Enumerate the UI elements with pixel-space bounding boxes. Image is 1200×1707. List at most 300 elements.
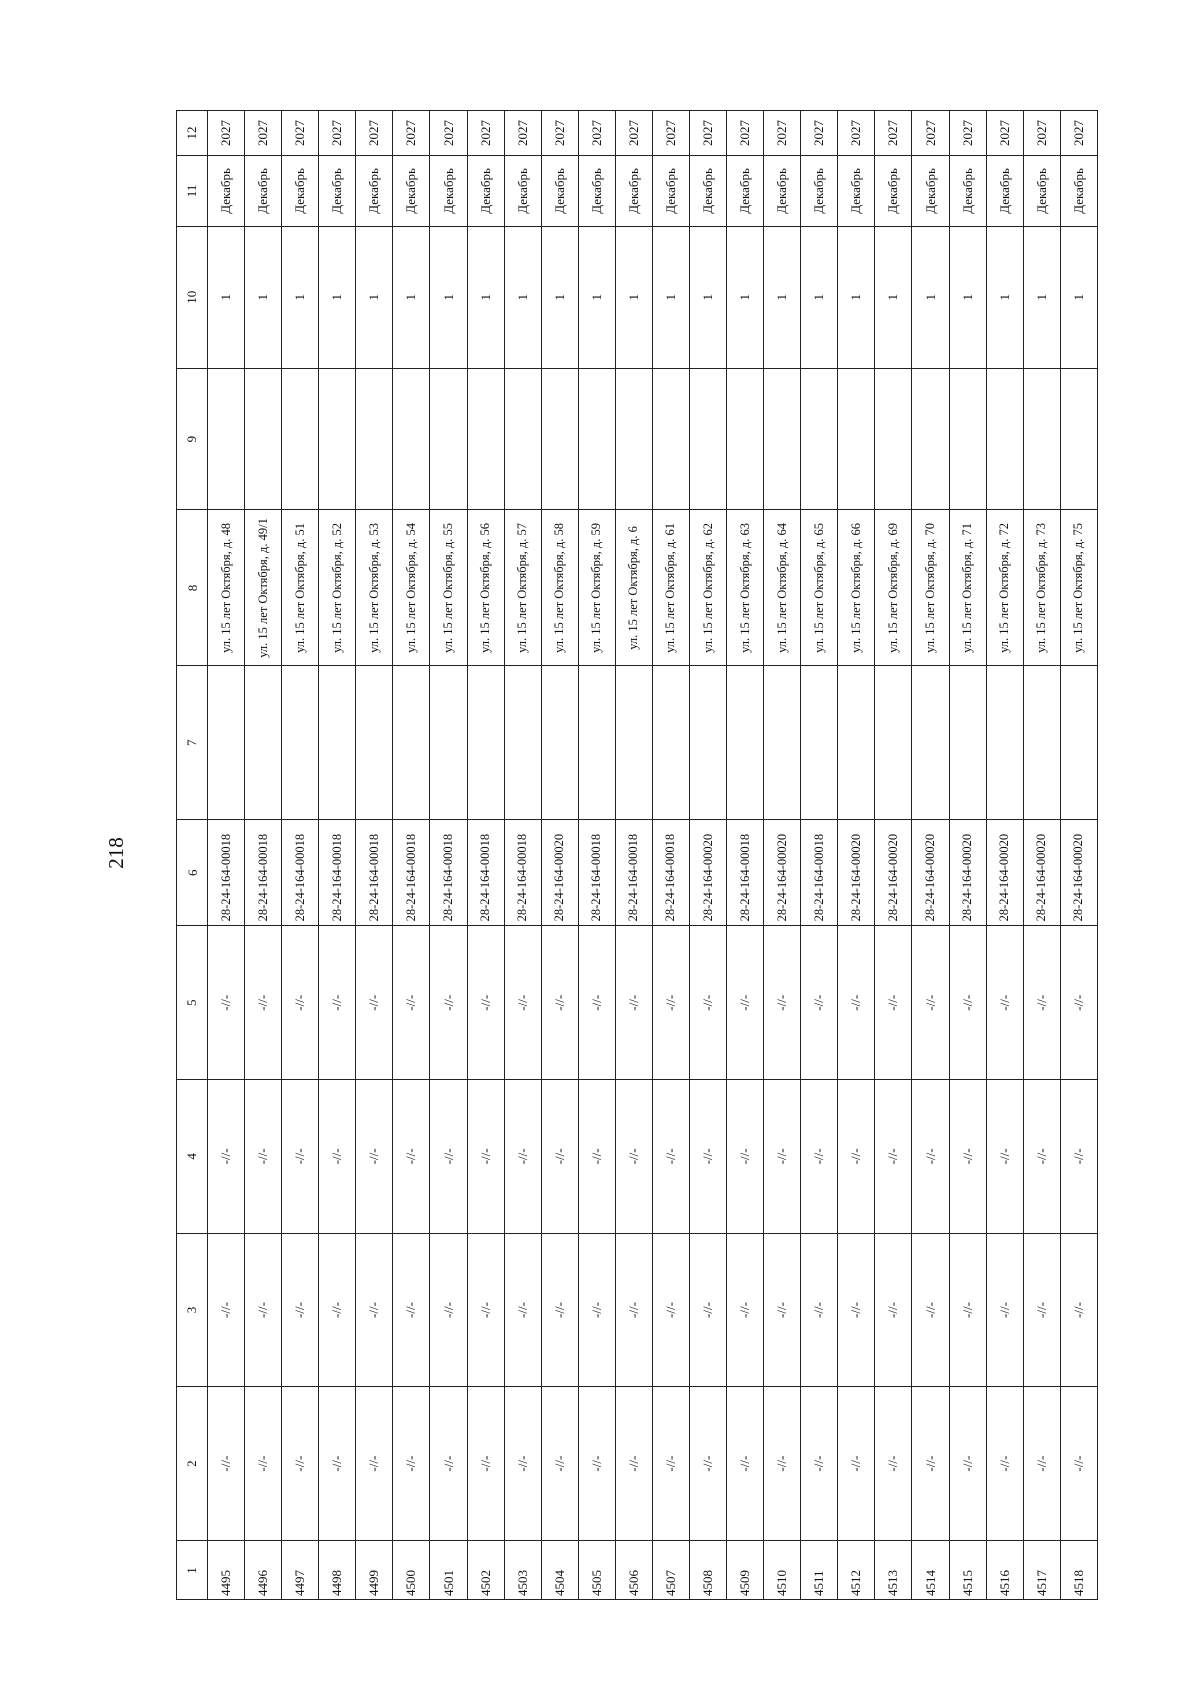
- quantity-cell: 1: [1060, 226, 1097, 368]
- month-cell: Декабрь: [986, 155, 1023, 226]
- column-4-cell: -//-: [393, 1080, 430, 1234]
- column-7-cell: [208, 666, 245, 820]
- row-number-cell: 4513: [875, 1540, 912, 1599]
- column-9-cell: [393, 368, 430, 510]
- address-cell: ул. 15 лет Октября, д. 61: [652, 510, 689, 666]
- year-cell: 2027: [801, 111, 838, 156]
- address-cell: ул. 15 лет Октября, д. 71: [949, 510, 986, 666]
- column-2-cell: -//-: [467, 1387, 504, 1541]
- row-number-cell: 4498: [319, 1540, 356, 1599]
- column-4-cell: -//-: [652, 1080, 689, 1234]
- month-cell: Декабрь: [541, 155, 578, 226]
- header-cell: 7: [177, 666, 208, 820]
- year-cell: 2027: [764, 111, 801, 156]
- column-7-cell: [986, 666, 1023, 820]
- table-row: [541, 111, 578, 1600]
- cadastral-number-cell: 28-24-164-00020: [986, 820, 1023, 926]
- address-cell: ул. 15 лет Октября, д. 69: [875, 510, 912, 666]
- year-cell: 2027: [1023, 111, 1060, 156]
- column-7-cell: [652, 666, 689, 820]
- column-4-cell: -//-: [245, 1080, 282, 1234]
- column-5-cell: -//-: [504, 926, 541, 1080]
- column-9-cell: [1023, 368, 1060, 510]
- cadastral-number-cell: 28-24-164-00018: [393, 820, 430, 926]
- row-number-cell: 4496: [245, 1540, 282, 1599]
- column-9-cell: [319, 368, 356, 510]
- column-9-cell: [764, 368, 801, 510]
- column-3-cell: -//-: [282, 1233, 319, 1387]
- quantity-cell: 1: [986, 226, 1023, 368]
- quantity-cell: 1: [949, 226, 986, 368]
- cadastral-number-cell: 28-24-164-00018: [319, 820, 356, 926]
- header-cell: 8: [177, 510, 208, 666]
- column-3-cell: -//-: [912, 1233, 949, 1387]
- column-9-cell: [838, 368, 875, 510]
- row-number-cell: 4497: [282, 1540, 319, 1599]
- table-header-row: [177, 111, 208, 1600]
- column-4-cell: -//-: [727, 1080, 764, 1234]
- column-9-cell: [282, 368, 319, 510]
- column-5-cell: -//-: [1023, 926, 1060, 1080]
- quantity-cell: 1: [208, 226, 245, 368]
- month-cell: Декабрь: [208, 155, 245, 226]
- column-7-cell: [541, 666, 578, 820]
- data-table: [176, 110, 1098, 1600]
- quantity-cell: 1: [504, 226, 541, 368]
- column-2-cell: -//-: [319, 1387, 356, 1541]
- column-3-cell: -//-: [615, 1233, 652, 1387]
- column-4-cell: -//-: [764, 1080, 801, 1234]
- column-4-cell: -//-: [690, 1080, 727, 1234]
- quantity-cell: 1: [1023, 226, 1060, 368]
- cadastral-number-cell: 28-24-164-00020: [838, 820, 875, 926]
- column-9-cell: [615, 368, 652, 510]
- column-4-cell: -//-: [912, 1080, 949, 1234]
- rotated-table-frame: [176, 110, 1098, 1600]
- column-7-cell: [282, 666, 319, 820]
- column-2-cell: -//-: [727, 1387, 764, 1541]
- row-number-cell: 4503: [504, 1540, 541, 1599]
- row-number-cell: 4506: [615, 1540, 652, 1599]
- month-cell: Декабрь: [467, 155, 504, 226]
- address-cell: ул. 15 лет Октября, д. 62: [690, 510, 727, 666]
- year-cell: 2027: [949, 111, 986, 156]
- address-cell: ул. 15 лет Октября, д. 52: [319, 510, 356, 666]
- column-5-cell: -//-: [875, 926, 912, 1080]
- column-7-cell: [838, 666, 875, 820]
- month-cell: Декабрь: [764, 155, 801, 226]
- column-3-cell: -//-: [838, 1233, 875, 1387]
- year-cell: 2027: [393, 111, 430, 156]
- column-5-cell: -//-: [208, 926, 245, 1080]
- table-row: [467, 111, 504, 1600]
- table-row: [690, 111, 727, 1600]
- year-cell: 2027: [578, 111, 615, 156]
- table-row: [393, 111, 430, 1600]
- column-9-cell: [986, 368, 1023, 510]
- column-4-cell: -//-: [504, 1080, 541, 1234]
- quantity-cell: 1: [393, 226, 430, 368]
- column-7-cell: [1023, 666, 1060, 820]
- cadastral-number-cell: 28-24-164-00018: [356, 820, 393, 926]
- quantity-cell: 1: [690, 226, 727, 368]
- table-row: [875, 111, 912, 1600]
- table-row: [504, 111, 541, 1600]
- column-3-cell: -//-: [504, 1233, 541, 1387]
- column-4-cell: -//-: [578, 1080, 615, 1234]
- column-3-cell: -//-: [245, 1233, 282, 1387]
- header-cell: 6: [177, 820, 208, 926]
- column-9-cell: [504, 368, 541, 510]
- column-2-cell: -//-: [949, 1387, 986, 1541]
- column-2-cell: -//-: [1023, 1387, 1060, 1541]
- column-7-cell: [467, 666, 504, 820]
- cadastral-number-cell: 28-24-164-00018: [467, 820, 504, 926]
- address-cell: ул. 15 лет Октября, д. 72: [986, 510, 1023, 666]
- column-2-cell: -//-: [208, 1387, 245, 1541]
- column-9-cell: [208, 368, 245, 510]
- column-7-cell: [430, 666, 467, 820]
- address-cell: ул. 15 лет Октября, д. 58: [541, 510, 578, 666]
- address-cell: ул. 15 лет Октября, д. 55: [430, 510, 467, 666]
- header-cell: 12: [177, 111, 208, 156]
- table-row: [838, 111, 875, 1600]
- table-container: [176, 110, 1098, 1600]
- year-cell: 2027: [467, 111, 504, 156]
- column-5-cell: -//-: [430, 926, 467, 1080]
- column-4-cell: -//-: [838, 1080, 875, 1234]
- cadastral-number-cell: 28-24-164-00018: [615, 820, 652, 926]
- table-row: [764, 111, 801, 1600]
- month-cell: Декабрь: [393, 155, 430, 226]
- year-cell: 2027: [208, 111, 245, 156]
- column-5-cell: -//-: [727, 926, 764, 1080]
- row-number-cell: 4505: [578, 1540, 615, 1599]
- column-9-cell: [801, 368, 838, 510]
- column-7-cell: [578, 666, 615, 820]
- column-2-cell: -//-: [838, 1387, 875, 1541]
- row-number-cell: 4504: [541, 1540, 578, 1599]
- column-4-cell: -//-: [801, 1080, 838, 1234]
- table-row: [652, 111, 689, 1600]
- cadastral-number-cell: 28-24-164-00020: [1060, 820, 1097, 926]
- column-4-cell: -//-: [430, 1080, 467, 1234]
- table-row: [578, 111, 615, 1600]
- cadastral-number-cell: 28-24-164-00020: [764, 820, 801, 926]
- column-2-cell: -//-: [1060, 1387, 1097, 1541]
- column-2-cell: -//-: [875, 1387, 912, 1541]
- row-number-cell: 4512: [838, 1540, 875, 1599]
- header-cell: 10: [177, 226, 208, 368]
- column-7-cell: [356, 666, 393, 820]
- cadastral-number-cell: 28-24-164-00020: [949, 820, 986, 926]
- month-cell: Декабрь: [319, 155, 356, 226]
- address-cell: ул. 15 лет Октября, д. 6: [615, 510, 652, 666]
- header-cell: 3: [177, 1233, 208, 1387]
- month-cell: Декабрь: [727, 155, 764, 226]
- quantity-cell: 1: [875, 226, 912, 368]
- cadastral-number-cell: 28-24-164-00018: [504, 820, 541, 926]
- column-5-cell: -//-: [1060, 926, 1097, 1080]
- column-3-cell: -//-: [1060, 1233, 1097, 1387]
- year-cell: 2027: [727, 111, 764, 156]
- column-2-cell: -//-: [578, 1387, 615, 1541]
- column-3-cell: -//-: [356, 1233, 393, 1387]
- column-2-cell: -//-: [986, 1387, 1023, 1541]
- row-number-cell: 4495: [208, 1540, 245, 1599]
- month-cell: Декабрь: [690, 155, 727, 226]
- quantity-cell: 1: [801, 226, 838, 368]
- column-4-cell: -//-: [875, 1080, 912, 1234]
- year-cell: 2027: [282, 111, 319, 156]
- column-2-cell: -//-: [245, 1387, 282, 1541]
- year-cell: 2027: [875, 111, 912, 156]
- column-7-cell: [615, 666, 652, 820]
- month-cell: Декабрь: [912, 155, 949, 226]
- column-3-cell: -//-: [541, 1233, 578, 1387]
- column-7-cell: [690, 666, 727, 820]
- column-4-cell: -//-: [208, 1080, 245, 1234]
- row-number-cell: 4518: [1060, 1540, 1097, 1599]
- row-number-cell: 4499: [356, 1540, 393, 1599]
- quantity-cell: 1: [652, 226, 689, 368]
- column-5-cell: -//-: [764, 926, 801, 1080]
- column-9-cell: [652, 368, 689, 510]
- column-4-cell: -//-: [356, 1080, 393, 1234]
- column-2-cell: -//-: [652, 1387, 689, 1541]
- column-3-cell: -//-: [208, 1233, 245, 1387]
- header-cell: 4: [177, 1080, 208, 1234]
- month-cell: Декабрь: [430, 155, 467, 226]
- cadastral-number-cell: 28-24-164-00020: [541, 820, 578, 926]
- column-4-cell: -//-: [282, 1080, 319, 1234]
- column-5-cell: -//-: [615, 926, 652, 1080]
- cadastral-number-cell: 28-24-164-00018: [245, 820, 282, 926]
- header-cell: 1: [177, 1540, 208, 1599]
- cadastral-number-cell: 28-24-164-00018: [727, 820, 764, 926]
- address-cell: ул. 15 лет Октября, д. 66: [838, 510, 875, 666]
- row-number-cell: 4509: [727, 1540, 764, 1599]
- column-3-cell: -//-: [690, 1233, 727, 1387]
- quantity-cell: 1: [912, 226, 949, 368]
- month-cell: Декабрь: [1060, 155, 1097, 226]
- column-9-cell: [690, 368, 727, 510]
- column-2-cell: -//-: [615, 1387, 652, 1541]
- year-cell: 2027: [615, 111, 652, 156]
- table-row: [245, 111, 282, 1600]
- table-row: [727, 111, 764, 1600]
- column-5-cell: -//-: [690, 926, 727, 1080]
- year-cell: 2027: [652, 111, 689, 156]
- column-7-cell: [1060, 666, 1097, 820]
- address-cell: ул. 15 лет Октября, д. 56: [467, 510, 504, 666]
- column-3-cell: -//-: [949, 1233, 986, 1387]
- row-number-cell: 4517: [1023, 1540, 1060, 1599]
- address-cell: ул. 15 лет Октября, д. 73: [1023, 510, 1060, 666]
- address-cell: ул. 15 лет Октября, д. 51: [282, 510, 319, 666]
- month-cell: Декабрь: [615, 155, 652, 226]
- column-2-cell: -//-: [504, 1387, 541, 1541]
- quantity-cell: 1: [838, 226, 875, 368]
- row-number-cell: 4516: [986, 1540, 1023, 1599]
- column-5-cell: -//-: [356, 926, 393, 1080]
- column-2-cell: -//-: [690, 1387, 727, 1541]
- row-number-cell: 4510: [764, 1540, 801, 1599]
- address-cell: ул. 15 лет Октября, д. 75: [1060, 510, 1097, 666]
- column-4-cell: -//-: [949, 1080, 986, 1234]
- quantity-cell: 1: [319, 226, 356, 368]
- year-cell: 2027: [690, 111, 727, 156]
- year-cell: 2027: [504, 111, 541, 156]
- column-3-cell: -//-: [801, 1233, 838, 1387]
- month-cell: Декабрь: [282, 155, 319, 226]
- row-number-cell: 4500: [393, 1540, 430, 1599]
- table-row: [430, 111, 467, 1600]
- cadastral-number-cell: 28-24-164-00018: [430, 820, 467, 926]
- column-2-cell: -//-: [541, 1387, 578, 1541]
- column-5-cell: -//-: [245, 926, 282, 1080]
- column-9-cell: [356, 368, 393, 510]
- table-row: [319, 111, 356, 1600]
- column-3-cell: -//-: [578, 1233, 615, 1387]
- column-3-cell: -//-: [986, 1233, 1023, 1387]
- column-2-cell: -//-: [912, 1387, 949, 1541]
- column-7-cell: [727, 666, 764, 820]
- column-5-cell: -//-: [393, 926, 430, 1080]
- column-2-cell: -//-: [393, 1387, 430, 1541]
- column-9-cell: [1060, 368, 1097, 510]
- table-row: [801, 111, 838, 1600]
- quantity-cell: 1: [615, 226, 652, 368]
- year-cell: 2027: [319, 111, 356, 156]
- address-cell: ул. 15 лет Октября, д. 53: [356, 510, 393, 666]
- column-7-cell: [319, 666, 356, 820]
- row-number-cell: 4501: [430, 1540, 467, 1599]
- column-5-cell: -//-: [838, 926, 875, 1080]
- header-cell: 11: [177, 155, 208, 226]
- column-5-cell: -//-: [801, 926, 838, 1080]
- month-cell: Декабрь: [949, 155, 986, 226]
- column-7-cell: [949, 666, 986, 820]
- column-9-cell: [949, 368, 986, 510]
- cadastral-number-cell: 28-24-164-00020: [912, 820, 949, 926]
- quantity-cell: 1: [578, 226, 615, 368]
- column-5-cell: -//-: [949, 926, 986, 1080]
- row-number-cell: 4507: [652, 1540, 689, 1599]
- year-cell: 2027: [430, 111, 467, 156]
- table-row: [912, 111, 949, 1600]
- column-7-cell: [504, 666, 541, 820]
- column-9-cell: [430, 368, 467, 510]
- column-4-cell: -//-: [615, 1080, 652, 1234]
- column-7-cell: [764, 666, 801, 820]
- column-7-cell: [393, 666, 430, 820]
- column-9-cell: [875, 368, 912, 510]
- row-number-cell: 4508: [690, 1540, 727, 1599]
- column-3-cell: -//-: [652, 1233, 689, 1387]
- year-cell: 2027: [986, 111, 1023, 156]
- year-cell: 2027: [541, 111, 578, 156]
- column-9-cell: [912, 368, 949, 510]
- column-5-cell: -//-: [986, 926, 1023, 1080]
- address-cell: ул. 15 лет Октября, д. 63: [727, 510, 764, 666]
- quantity-cell: 1: [282, 226, 319, 368]
- cadastral-number-cell: 28-24-164-00020: [690, 820, 727, 926]
- month-cell: Декабрь: [504, 155, 541, 226]
- row-number-cell: 4511: [801, 1540, 838, 1599]
- month-cell: Декабрь: [838, 155, 875, 226]
- column-3-cell: -//-: [1023, 1233, 1060, 1387]
- column-3-cell: -//-: [764, 1233, 801, 1387]
- column-3-cell: -//-: [319, 1233, 356, 1387]
- column-5-cell: -//-: [541, 926, 578, 1080]
- address-cell: ул. 15 лет Октября, д. 64: [764, 510, 801, 666]
- quantity-cell: 1: [541, 226, 578, 368]
- row-number-cell: 4515: [949, 1540, 986, 1599]
- address-cell: ул. 15 лет Октября, д. 48: [208, 510, 245, 666]
- column-7-cell: [245, 666, 282, 820]
- column-2-cell: -//-: [356, 1387, 393, 1541]
- table-row: [1023, 111, 1060, 1600]
- year-cell: 2027: [356, 111, 393, 156]
- column-3-cell: -//-: [393, 1233, 430, 1387]
- table-row: [208, 111, 245, 1600]
- header-cell: 9: [177, 368, 208, 510]
- column-2-cell: -//-: [282, 1387, 319, 1541]
- column-9-cell: [727, 368, 764, 510]
- month-cell: Декабрь: [578, 155, 615, 226]
- month-cell: Декабрь: [356, 155, 393, 226]
- column-5-cell: -//-: [578, 926, 615, 1080]
- table-row: [615, 111, 652, 1600]
- column-4-cell: -//-: [1060, 1080, 1097, 1234]
- year-cell: 2027: [245, 111, 282, 156]
- column-9-cell: [467, 368, 504, 510]
- column-4-cell: -//-: [319, 1080, 356, 1234]
- cadastral-number-cell: 28-24-164-00018: [652, 820, 689, 926]
- year-cell: 2027: [838, 111, 875, 156]
- column-7-cell: [912, 666, 949, 820]
- cadastral-number-cell: 28-24-164-00020: [1023, 820, 1060, 926]
- column-5-cell: -//-: [652, 926, 689, 1080]
- month-cell: Декабрь: [652, 155, 689, 226]
- address-cell: ул. 15 лет Октября, д. 49/1: [245, 510, 282, 666]
- column-9-cell: [541, 368, 578, 510]
- cadastral-number-cell: 28-24-164-00018: [282, 820, 319, 926]
- table-row: [282, 111, 319, 1600]
- page-number: 218: [104, 837, 128, 869]
- quantity-cell: 1: [727, 226, 764, 368]
- table-row: [1060, 111, 1097, 1600]
- column-4-cell: -//-: [541, 1080, 578, 1234]
- column-2-cell: -//-: [801, 1387, 838, 1541]
- table-row: [949, 111, 986, 1600]
- column-9-cell: [578, 368, 615, 510]
- row-number-cell: 4502: [467, 1540, 504, 1599]
- address-cell: ул. 15 лет Октября, д. 59: [578, 510, 615, 666]
- column-3-cell: -//-: [467, 1233, 504, 1387]
- column-7-cell: [801, 666, 838, 820]
- column-2-cell: -//-: [430, 1387, 467, 1541]
- column-7-cell: [875, 666, 912, 820]
- month-cell: Декабрь: [1023, 155, 1060, 226]
- address-cell: ул. 15 лет Октября, д. 57: [504, 510, 541, 666]
- quantity-cell: 1: [467, 226, 504, 368]
- column-9-cell: [245, 368, 282, 510]
- quantity-cell: 1: [764, 226, 801, 368]
- column-2-cell: -//-: [764, 1387, 801, 1541]
- cadastral-number-cell: 28-24-164-00018: [801, 820, 838, 926]
